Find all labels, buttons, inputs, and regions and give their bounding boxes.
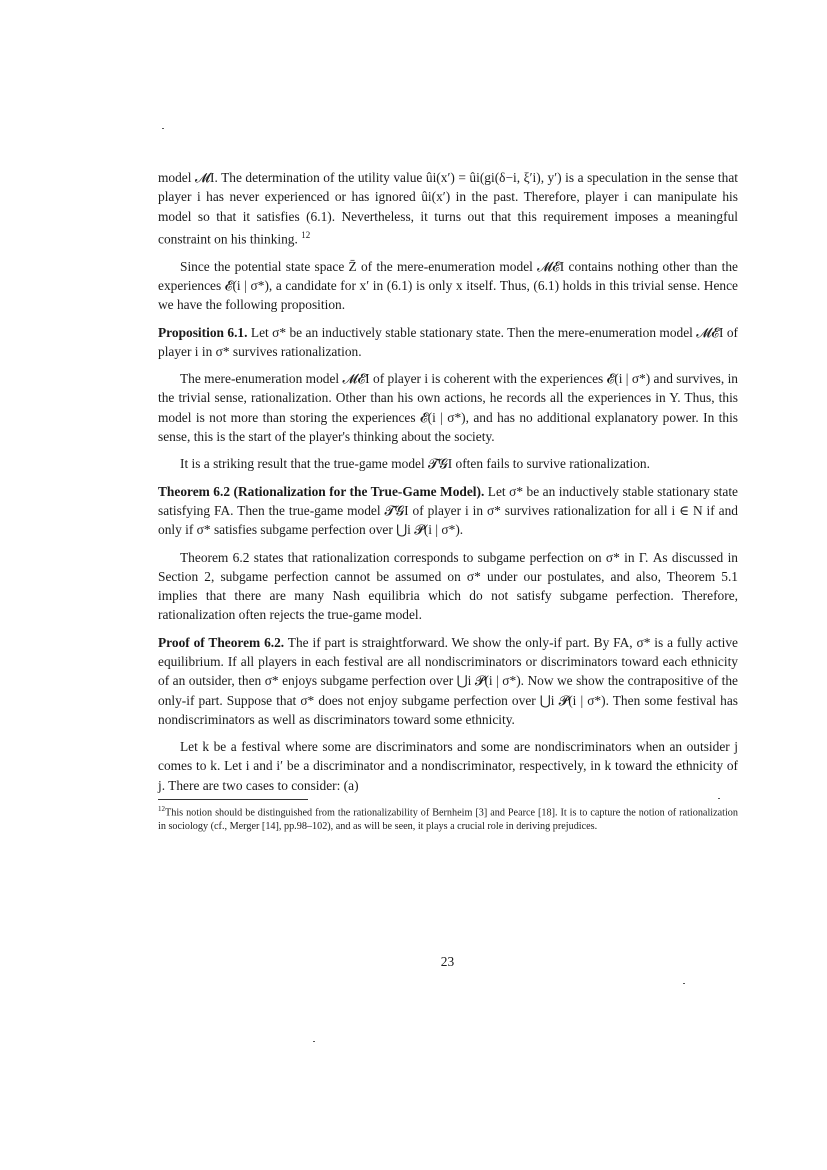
paragraph-1 — [158, 168, 738, 249]
scan-speck — [313, 1041, 315, 1042]
paragraph-2: Since the potential state space Z̄ of the mere-enumeration model 𝓜𝓔I contains nothing other than the experiences 𝓔(i | σ*), a candidate for x′ in (6.1) is only x itself. Thus, (6.1) holds in this trivial sense. Hence we have the following proposition. — [158, 258, 738, 313]
paragraph-5: Theorem 6.2 states that rationalization corresponds to subgame perfection on σ* in Γ. As discussed in Section 2, subgame perfection cannot be assumed on σ* under our postulates, and also, Theorem 5.1 implies that there are many Nash equilibria which do not satisfy subgame perfection. Therefore, rationalization often rejects the true-game model. — [158, 549, 738, 623]
footnote-mark: 12 — [158, 805, 165, 814]
theorem-6-2 — [158, 482, 738, 540]
footnote-ref: 12 — [301, 229, 311, 240]
proposition-6-1 — [158, 323, 738, 362]
theorem-text: Let σ* be an inductively stable stationary state satisfying FA. Then the true-game model 𝓣𝓖I of player i in σ* survives rationalization for all i ∈ N if and only if σ* satisfies subgame perfection over ⋃i 𝓟(i | σ*). — [158, 483, 738, 538]
footnote-rule — [158, 799, 308, 800]
proposition-label: Proposition 6.1. — [158, 324, 248, 340]
paragraph-4: It is a striking result that the true-game model 𝓣𝓖I often fails to survive rationalization. — [180, 456, 650, 472]
proposition-text: Let σ* be an inductively stable stationary state. Then the mere-enumeration model 𝓜𝓔I of player i in σ* survives rationalization. — [158, 324, 739, 359]
scan-speck — [683, 983, 685, 984]
proof-label: Proof of Theorem 6.2. — [158, 634, 285, 650]
footnote-12 — [158, 802, 738, 834]
page-number: 23 — [440, 954, 455, 969]
proof-theorem-6-2 — [158, 633, 738, 729]
scan-speck — [718, 798, 720, 799]
scan-speck — [162, 128, 164, 129]
paragraph-3: The mere-enumeration model 𝓜𝓔I of player i is coherent with the experiences 𝓔(i | σ*) and survives, in the trivial sense, rationalization. Other than his own actions, he records all the experiences in Y. Thus, this model is not more than storing the experiences 𝓔(i | σ*), and has no additional explanatory power. In this sense, this is the start of the player's thinking about the society. — [158, 371, 738, 445]
paragraph-1-text: model 𝓜I. The determination of the utility value ûi(x′) = ûi(gi(δ−i, ξ′i), y′) is a speculation in the sense that player i has never experienced or has ignored ûi(x′) in the past. Therefore, player i can manipulate his model so that it satisfies (6.1). Nevertheless, it turns out that this requirement imposes a meaningful constraint on his thinking. — [158, 170, 738, 247]
footnote-text: This notion should be distinguished from the rationalizability of Bernheim [3] and Pearce [18]. It is to capture the notion of rationalization in sociology (cf., Merger [14], pp.98–102), and as will be seen, it plays a crucial role in deriving prejudices. — [158, 807, 738, 833]
page-body — [158, 168, 738, 834]
theorem-label: Theorem 6.2 (Rationalization for the True-Game Model). — [158, 483, 485, 499]
proof-text: The if part is straightforward. We show the only-if part. By FA, σ* is a fully active equilibrium. If all players in each festival are all nondiscriminators or discriminators toward each ethnicity of an outsider, then σ* enjoys subgame perfection over ⋃i 𝓟(i | σ*). Now we show the contrapositive of the only-if part. Suppose that σ* does not enjoy subgame perfection over ⋃i 𝓟(i | σ*). Then some festival has nondiscriminators as well as discriminators toward some ethnicity. — [158, 634, 739, 727]
paragraph-6: Let k be a festival where some are discriminators and some are nondiscriminators when an outsider j comes to k. Let i and i′ be a discriminator and a nondiscriminator, respectively, in k toward the ethnicity of j. There are two cases to consider: (a) — [158, 739, 738, 793]
